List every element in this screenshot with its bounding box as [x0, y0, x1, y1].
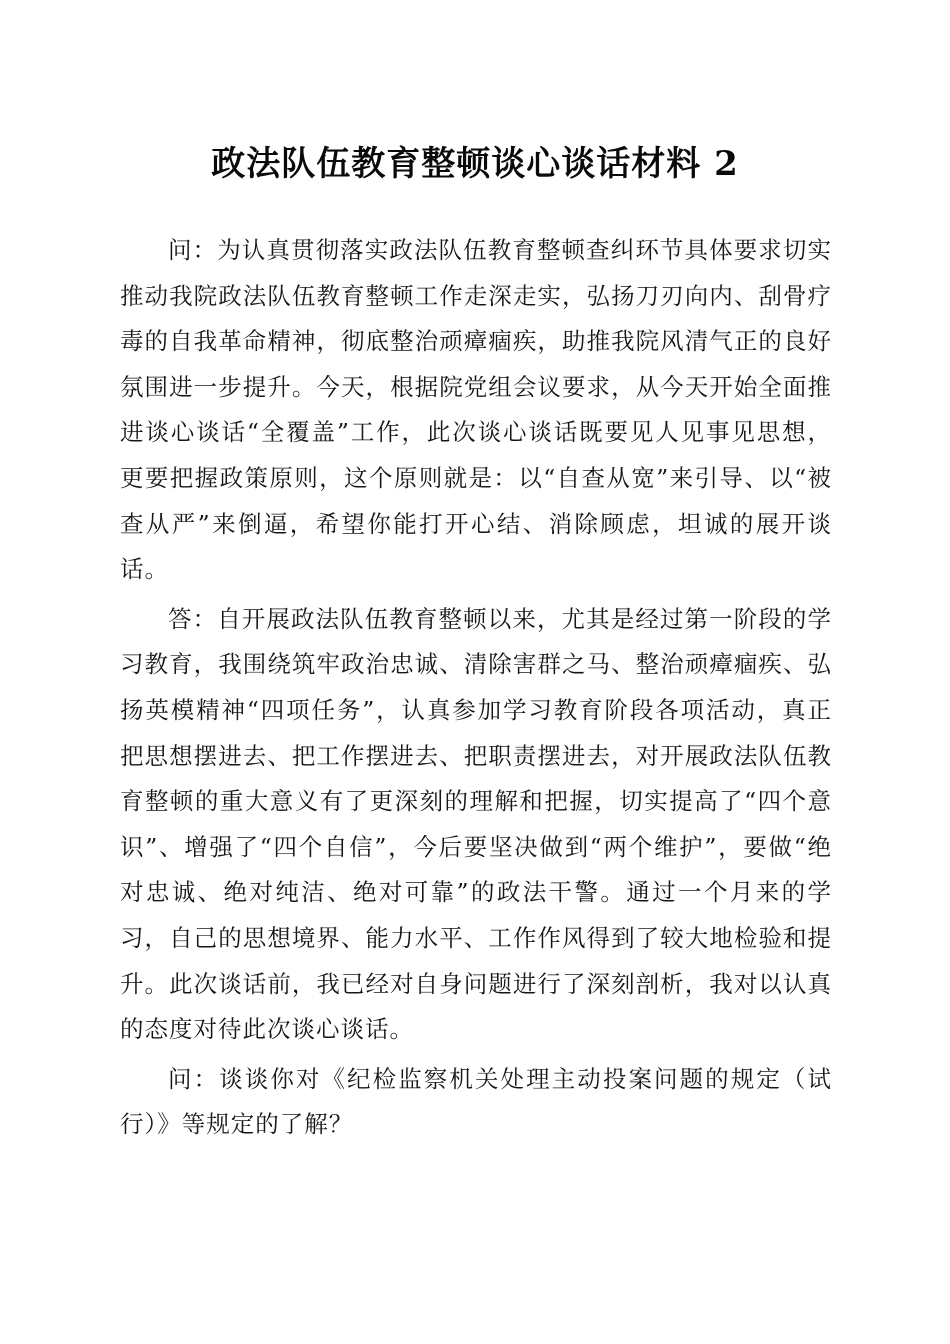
- document-body: [120, 228, 832, 1152]
- paragraph-question-1: 问：为认真贯彻落实政法队伍教育整顿查纠环节具体要求切实推动我院政法队伍教育整顿工作走深走实，弘扬刀刃向内、刮骨疗毒的自我革命精神，彻底整治顽瘴痼疾，助推我院风清气正的良好氛围进一步提升。今天，根据院党组会议要求，从今天开始全面推进谈心谈话“全覆盖”工作，此次谈心谈话既要见人见事见思想，更要把握政策原则，这个原则就是：以“自查从宽”来引导、以“被查从严”来倒逼，希望你能打开心结、消除顾虑，坦诚的展开谈话。: [120, 236, 832, 584]
- document-title: 政法队伍教育整顿谈心谈话材料 2: [211, 144, 739, 184]
- paragraph-answer-1: 答：自开展政法队伍教育整顿以来，尤其是经过第一阶段的学习教育，我围绕筑牢政治忠诚、清除害群之马、整治顽瘴痼疾、弘扬英模精神“四项任务”，认真参加学习教育阶段各项活动，真正把思想摆进去、把工作摆进去、把职责摆进去，对开展政法队伍教育整顿的重大意义有了更深刻的理解和把握，切实提高了“四个意识”、增强了“四个自信”，今后要坚决做到“两个维护”，要做“绝对忠诚、绝对纯洁、绝对可靠”的政法干警。通过一个月来的学习，自己的思想境界、能力水平、工作作风得到了较大地检验和提升。此次谈话前，我已经对自身问题进行了深刻剖析，我对以认真的态度对待此次谈心谈话。: [120, 604, 832, 1044]
- paragraph-question-2: 问：谈谈你对《纪检监察机关处理主动投案问题的规定（试行）》等规定的了解？: [120, 1064, 832, 1139]
